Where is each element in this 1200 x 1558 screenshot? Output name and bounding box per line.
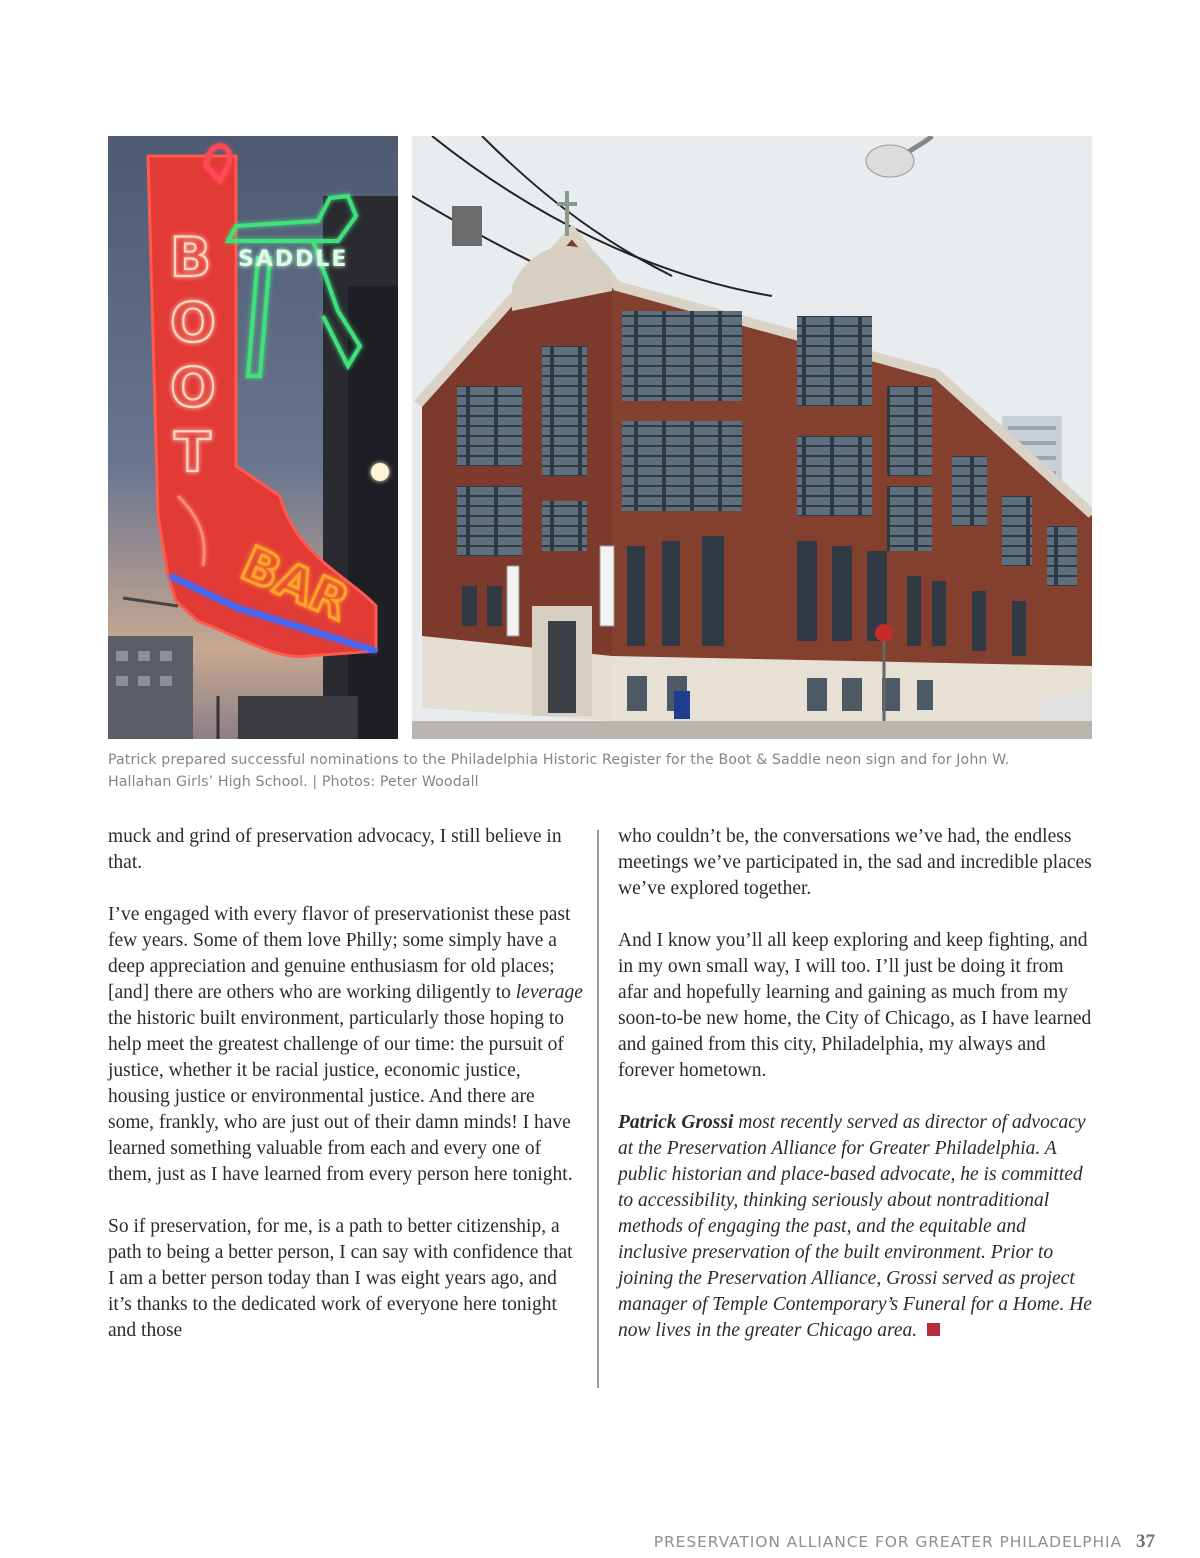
footer-organization: PRESERVATION ALLIANCE FOR GREATER PHILADELPHIA	[653, 1533, 1122, 1551]
author-bio-text: most recently served as director of advocacy at the Preservation Alliance for Greater Philadelphia. A public historian and place-based advocate, he is committed to accessibility, thinking seriously about nontraditional methods of engaging the past, and the equitable and inclusive preservation of the built environment. Prior to joining the Preservation Alliance, Grossi served as project manager of Temple Contemporary’s Funeral for a Home. He now lives in the greater Chicago area.	[618, 1112, 1092, 1341]
neon-letter-o2: O	[170, 356, 216, 419]
photo-boot-saddle-sign	[108, 136, 398, 739]
left-paragraph-2	[108, 902, 583, 1188]
author-name: Patrick Grossi	[618, 1112, 734, 1133]
left-paragraph-3: So if preservation, for me, is a path to better citizenship, a path to being a better person, I can say with confidence that I am a better person today than I was eight years ago, and it’s thanks to the dedicated work of everyone here tonight and those	[108, 1216, 573, 1341]
school-building-illustration	[412, 136, 1092, 739]
neon-word-bar: BAR	[233, 535, 358, 632]
left-paragraph-2-text-a: I’ve engaged with every flavor of preservationist these past few years. Some of them love Philly; some simply have a deep appreciation and genuine enthusiasm for old places; [and] there are others who are working diligently to	[108, 904, 571, 1003]
column-divider	[597, 830, 599, 1388]
neon-letter-o1: O	[170, 291, 216, 354]
right-text-column	[618, 824, 1093, 1344]
author-bio	[618, 1110, 1093, 1344]
photo-caption	[108, 749, 1068, 793]
caption-line-1: Patrick prepared successful nominations to the Philadelphia Historic Register for the Boot & Saddle neon sign and for John W.	[108, 752, 1010, 768]
left-paragraph-2-emphasis: leverage	[515, 982, 583, 1003]
page-number: 37	[1136, 1531, 1155, 1552]
neon-word-saddle: SADDLE	[238, 247, 349, 272]
left-paragraph-2-text-b: the historic built environment, particularly those hoping to help meet the greatest challenge of our time: the pursuit of justice, whether it be racial justice, economic justice, housing justice or environmental justice. And there are some, frankly, who are just out of their damn minds! I have learned something valuable from each and every one of them, just as I have learned from every person here tonight.	[108, 1008, 573, 1185]
neon-letter-b: B	[170, 226, 212, 289]
right-paragraph-1: who couldn’t be, the conversations we’ve had, the endless meetings we’ve participated in, the sad and incredible places we’ve explored together.	[618, 826, 1092, 899]
page-footer	[654, 1531, 1155, 1553]
left-text-column	[108, 824, 583, 1344]
neon-letter-t: T	[174, 421, 211, 484]
left-paragraph-1: muck and grind of preservation advocacy, I still believe in that.	[108, 826, 562, 873]
neon-sign-illustration	[108, 136, 398, 739]
photo-hallahan-high-school	[412, 136, 1092, 739]
caption-line-2: Hallahan Girls’ High School. | Photos: Peter Woodall	[108, 774, 479, 790]
end-of-article-mark	[927, 1323, 940, 1336]
right-paragraph-2: And I know you’ll all keep exploring and keep fighting, and in my own small way, I will too. I’ll just be doing it from afar and hopefully learning and gaining as much from my soon-to-be new home, the City of Chicago, as I have learned and gained from this city, Philadelphia, my always and forever hometown.	[618, 930, 1092, 1081]
